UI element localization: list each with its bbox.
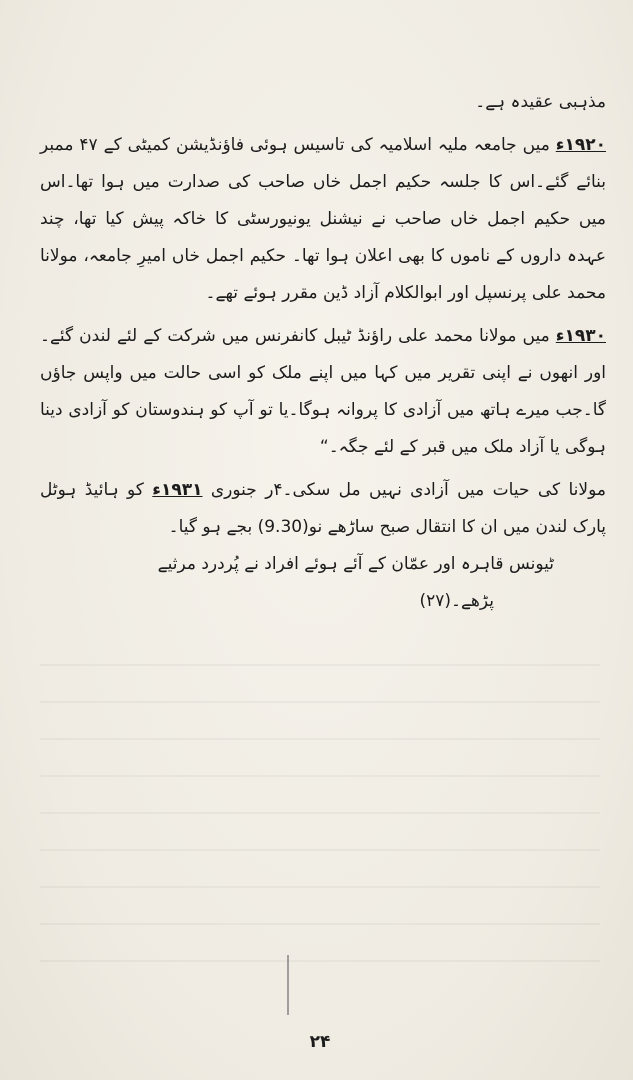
bleed-through-texture: [40, 640, 600, 970]
paragraph-round-table: [40, 318, 606, 466]
body-text: [40, 84, 606, 620]
paragraph-death: [40, 472, 606, 546]
elegy-line-1: ٹیونس قاہرہ اور عمّان کے آئے ہوئے افراد نے پُردرد مرثیے: [157, 554, 554, 574]
year-1930: ۱۹۳۰ء: [555, 326, 606, 346]
elegy-line-2: پڑھے۔(۲۷): [419, 591, 494, 611]
opening-line: مذہبی عقیدہ ہے۔: [475, 92, 606, 112]
paragraph-death-after: کو ہائیڈ ہوٹل پارک لندن میں ان کا انتقال صبح ساڑھے نو(9.30) بجے ہو گیا۔: [40, 480, 606, 537]
paragraph-death-before: مولانا کی حیات میں آزادی نہیں مل سکی۔۴ر جنوری: [202, 480, 606, 500]
year-1931: ۱۹۳۱ء: [152, 480, 203, 500]
paragraph-jamia-founding: [40, 127, 606, 312]
page-number: ۲۴: [309, 1032, 331, 1052]
paragraph-round-table-text: میں مولانا محمد علی راؤنڈ ٹیبل کانفرنس میں شرکت کے لئے لندن گئے۔ اور انھوں نے اپنی تقریر میں کہا میں اپنے ملک کو اسی حالت میں واپس جاؤں گا۔جب میرے ہاتھ میں آزادی کا پروانہ ہوگا۔یا تو آپ کو ہندوستان کو آزادی دینا ہوگی یا آزاد ملک میں قبر کے لئے جگہ۔“: [40, 326, 606, 457]
year-1920: ۱۹۲۰ء: [555, 135, 606, 155]
paragraph-jamia-text: میں جامعہ ملیہ اسلامیہ کی تاسیس ہوئی فاؤنڈیشن کمیٹی کے ۴۷ ممبر بنائے گئے۔اس کا جلسہ حکیم اجمل خاں صاحب کی صدارت میں ہوا تھا۔اس میں حکیم اجمل خاں صاحب نے نیشنل یونیورسٹی کا خاکہ پیش کیا تھا، چند عہدہ داروں کے ناموں کا بھی اعلان ہوا تھا۔ حکیم اجمل خاں امیرِ جامعہ، مولانا محمد علی پرنسپل اور ابوالکلام آزاد ڈین مقرر ہوئے تھے۔: [40, 135, 606, 303]
gutter-mark: [287, 955, 289, 1015]
